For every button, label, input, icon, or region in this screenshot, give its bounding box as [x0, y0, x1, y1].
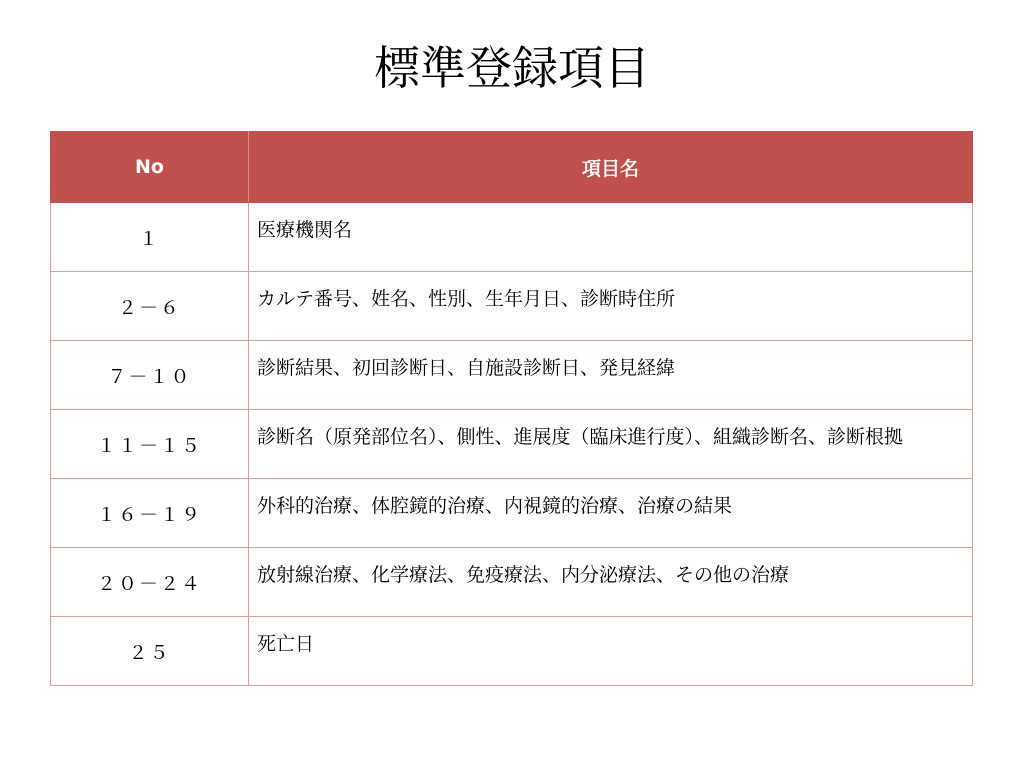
row-item-name: 外科的治療、体腔鏡的治療、内視鏡的治療、治療の結果 — [249, 479, 973, 548]
row-item-name: 医療機関名 — [249, 203, 973, 272]
table-header-row — [51, 132, 973, 203]
page-title: 標準登録項目 — [374, 41, 650, 95]
column-header-no: No — [51, 132, 249, 203]
row-number: ２５ — [51, 617, 249, 686]
row-item-name: 診断名（原発部位名）、側性、進展度（臨床進行度）、組織診断名、診断根拠 — [249, 410, 973, 479]
column-header-item-name: 項目名 — [249, 132, 973, 203]
row-number: １ — [51, 203, 249, 272]
row-number: １６－１９ — [51, 479, 249, 548]
table-row — [51, 548, 973, 617]
table-row — [51, 341, 973, 410]
row-item-name: 死亡日 — [249, 617, 973, 686]
row-number: １１－１５ — [51, 410, 249, 479]
row-item-name: 放射線治療、化学療法、免疫療法、内分泌療法、その他の治療 — [249, 548, 973, 617]
table-row — [51, 272, 973, 341]
table-row — [51, 617, 973, 686]
registry-items-table — [50, 131, 973, 686]
row-number: ２－６ — [51, 272, 249, 341]
row-number: ７－１０ — [51, 341, 249, 410]
row-item-name: 診断結果、初回診断日、自施設診断日、発見経緯 — [249, 341, 973, 410]
row-item-name: カルテ番号、姓名、性別、生年月日、診断時住所 — [249, 272, 973, 341]
table-row — [51, 479, 973, 548]
table-row — [51, 203, 973, 272]
table-row — [51, 410, 973, 479]
row-number: ２０－２４ — [51, 548, 249, 617]
